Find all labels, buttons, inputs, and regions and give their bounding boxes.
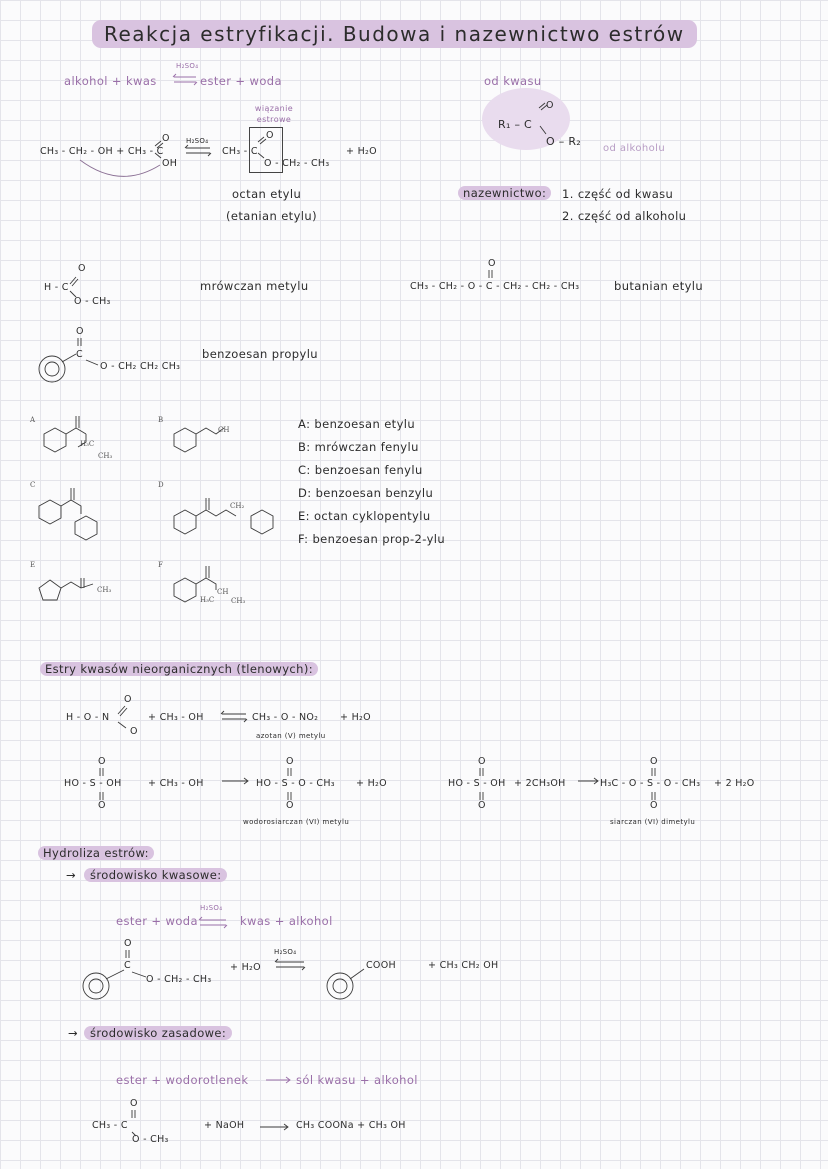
sulfate-left: HO - S - OH xyxy=(64,778,122,789)
acid-env-label: środowisko kwasowe: xyxy=(84,868,227,882)
example-product-o: O xyxy=(266,130,274,141)
base-naoh: + NaOH xyxy=(204,1120,245,1131)
nazewnictwo-item-2: 2. część od alkoholu xyxy=(562,209,687,223)
acetate-o: O xyxy=(130,1098,138,1109)
struct-label-e: E xyxy=(30,561,36,569)
sulfate-water: + H₂O xyxy=(356,778,387,789)
example-water: + H₂O xyxy=(346,146,377,157)
sulfate2-left: HO - S - OH xyxy=(448,778,506,789)
struct-a-h3c: H₃C xyxy=(80,440,95,448)
hyd-ester-chain: O - CH₂ - CH₃ xyxy=(146,974,212,985)
struct-f-h3c: H₃C xyxy=(200,596,215,604)
hydrolysis-header: Hydroliza estrów: xyxy=(38,846,154,860)
struct-label-f: F xyxy=(158,561,163,569)
nazewnictwo-item-1: 1. część od kwasu xyxy=(562,187,674,201)
nitrate-water: + H₂O xyxy=(340,712,371,723)
hyd-ester-c: C xyxy=(124,960,131,971)
sulfate2-prod-o-top: O xyxy=(650,756,658,767)
acid-eq-right: kwas + alkohol xyxy=(240,914,333,928)
ester-eq-catalyst: H₂SO₄ xyxy=(176,62,199,70)
general-o-r2: O – R₂ xyxy=(546,135,582,148)
struct-f-ch3: CH₃ xyxy=(231,597,246,605)
od-kwasu-label: od kwasu xyxy=(484,74,542,88)
sulfate-prod-o-bottom: O xyxy=(286,800,294,811)
sulfate2-o-top: O xyxy=(478,756,486,767)
answer-e: E: octan cyklopentylu xyxy=(298,509,431,523)
example-product-ch3c: CH₃ - C xyxy=(222,146,258,157)
hyd-ester-o: O xyxy=(124,938,132,949)
base-eq-right: sól kwasu + alkohol xyxy=(296,1073,418,1087)
benzoate-chain: O - CH₂ CH₂ CH₃ xyxy=(100,361,181,372)
nitrate-right: CH₃ - O - NO₂ xyxy=(252,712,319,723)
sulfate-right: HO - S - O - CH₃ xyxy=(256,778,335,789)
base-products: CH₃ COONa + CH₃ OH xyxy=(296,1120,406,1131)
nazewnictwo-label: nazewnictwo: xyxy=(458,186,551,200)
struct-label-b: B xyxy=(158,416,164,424)
nitrate-left: H - O - N xyxy=(66,712,110,723)
butanoate-o: O xyxy=(488,258,496,269)
sulfate-o-bottom: O xyxy=(98,800,106,811)
struct-label-c: C xyxy=(30,481,36,489)
answer-a: A: benzoesan etylu xyxy=(298,417,416,431)
formate-name: mrówczan metylu xyxy=(200,279,309,293)
butanoate-name: butanian etylu xyxy=(614,279,704,293)
example-name: octan etylu xyxy=(232,187,302,201)
answer-d: D: benzoesan benzylu xyxy=(298,486,434,500)
ester-eq-left: alkohol + kwas xyxy=(64,74,157,88)
ester-eq-right: ester + woda xyxy=(200,74,282,88)
sulfate-o-top: O xyxy=(98,756,106,767)
answer-f: F: benzoesan prop-2-ylu xyxy=(298,532,446,546)
answer-b: B: mrówczan fenylu xyxy=(298,440,419,454)
example-reactants: CH₃ - CH₂ - OH + CH₃ - C xyxy=(40,146,164,157)
example-name-alt: (etanian etylu) xyxy=(226,209,317,223)
nitrate-name: azotan (V) metylu xyxy=(256,732,326,740)
benzoate-name: benzoesan propylu xyxy=(202,347,318,361)
hyd-cat: H₂SO₄ xyxy=(274,948,297,956)
struct-label-d: D xyxy=(158,481,164,489)
hyd-water: + H₂O xyxy=(230,962,261,973)
sulfate2-water: + 2 H₂O xyxy=(714,778,755,789)
sulfate2-right: H₃C - O - S - O - CH₃ xyxy=(600,778,701,789)
example-product-och2: O - CH₂ - CH₃ xyxy=(264,158,330,169)
hyd-cooh: COOH xyxy=(366,960,396,971)
formate-och3: O - CH₃ xyxy=(74,296,111,307)
base-env-label: środowisko zasadowe: xyxy=(84,1026,232,1040)
hyd-ethanol: + CH₃ CH₂ OH xyxy=(428,960,499,971)
sulfate-mid: + CH₃ - OH xyxy=(148,778,204,789)
base-env-arrow: → xyxy=(68,1026,79,1040)
struct-d-ch2: CH₂ xyxy=(230,502,245,510)
sulfate2-prod-o-bottom: O xyxy=(650,800,658,811)
sulfate2-name: siarczan (VI) dimetylu xyxy=(610,818,696,826)
base-eq-left: ester + wodorotlenek xyxy=(116,1073,249,1087)
nitrate-o-top: O xyxy=(124,694,132,705)
formate-hc: H - C xyxy=(44,282,69,293)
acetate-ch3c: CH₃ - C xyxy=(92,1120,128,1131)
acid-eq-cat: H₂SO₄ xyxy=(200,904,223,912)
example-acid-o: O xyxy=(162,133,170,144)
od-alkoholu-label: od alkoholu xyxy=(603,143,666,154)
sulfate-prod-o-top: O xyxy=(286,756,294,767)
struct-a-ch3: CH₃ xyxy=(98,452,113,460)
acid-env-arrow: → xyxy=(66,868,77,882)
inorganic-header: Estry kwasów nieorganicznych (tlenowych): xyxy=(40,662,318,676)
sulfate2-mid: + 2CH₃OH xyxy=(514,778,566,789)
acid-eq-left: ester + woda xyxy=(116,914,198,928)
example-catalyst: H₂SO₄ xyxy=(186,137,209,145)
ester-bond-label: wiązanie estrowe xyxy=(254,104,294,124)
example-acid-oh: OH xyxy=(162,158,178,169)
butanoate-formula: CH₃ - CH₂ - O - C - CH₂ - CH₂ - CH₃ xyxy=(410,281,580,292)
struct-label-a: A xyxy=(30,416,36,424)
benzoate-c: C xyxy=(76,349,83,360)
nitrate-o-bottom: O xyxy=(130,726,138,737)
acetate-och3: O - CH₃ xyxy=(132,1134,169,1145)
sulfate-name: wodorosiarczan (VI) metylu xyxy=(243,818,350,826)
struct-f-ch: CH xyxy=(217,588,229,596)
formate-o: O xyxy=(78,263,86,274)
nitrate-mid: + CH₃ - OH xyxy=(148,712,204,723)
general-r1: R₁ – C xyxy=(498,118,533,131)
answer-c: C: benzoesan fenylu xyxy=(298,463,423,477)
struct-e-ch3: CH₃ xyxy=(97,586,112,594)
struct-b-ch: CH xyxy=(218,426,230,434)
benzoate-o: O xyxy=(76,326,84,337)
page-title: Reakcja estryfikacji. Budowa i nazewnictwo estrów xyxy=(92,20,697,48)
sulfate2-o-bottom: O xyxy=(478,800,486,811)
general-o-top: O xyxy=(546,100,554,111)
